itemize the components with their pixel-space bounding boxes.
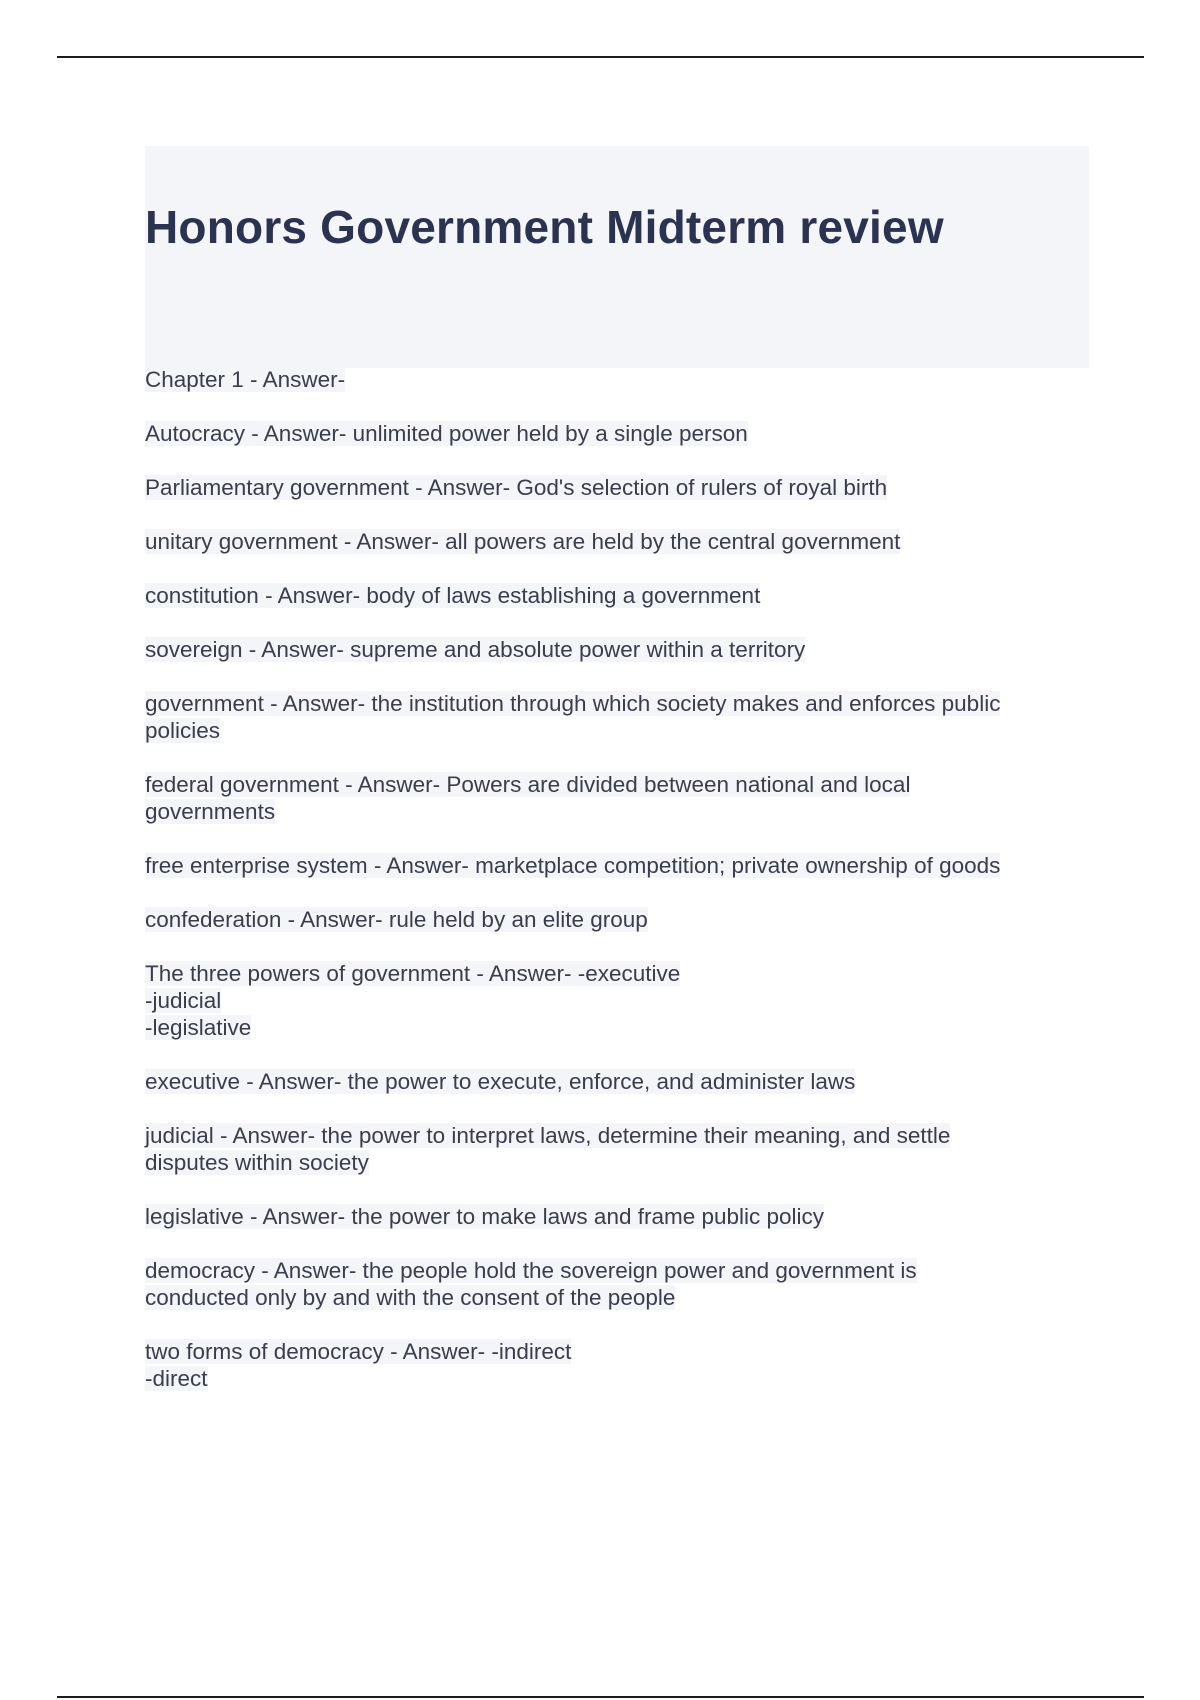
entry-13	[145, 1203, 1085, 1230]
entry-line: free enterprise system - Answer- marketplace competition; private ownership of goods	[145, 853, 1001, 878]
entry-line: federal government - Answer- Powers are divided between national and local	[145, 772, 911, 797]
entry-line: executive - Answer- the power to execute, enforce, and administer laws	[145, 1069, 856, 1094]
entry-line: -legislative	[145, 1015, 252, 1040]
entry-line: policies	[145, 718, 221, 743]
entry-line: confederation - Answer- rule held by an elite group	[145, 907, 648, 932]
entry-line: constitution - Answer- body of laws establishing a government	[145, 583, 761, 608]
entry-5	[145, 636, 1085, 663]
entry-9	[145, 906, 1085, 933]
entry-6	[145, 690, 1085, 744]
entry-14	[145, 1257, 1085, 1311]
entry-line: conducted only by and with the consent of the people	[145, 1285, 676, 1310]
bottom-rule	[57, 1696, 1144, 1698]
title-block	[145, 146, 1089, 368]
entry-line: The three powers of government - Answer- -executive	[145, 961, 681, 986]
top-rule	[57, 56, 1144, 58]
entry-10	[145, 960, 1085, 1041]
entry-7	[145, 771, 1085, 825]
entry-line: judicial - Answer- the power to interpret laws, determine their meaning, and settle	[145, 1123, 951, 1148]
entry-line: -judicial	[145, 988, 222, 1013]
entry-line: sovereign - Answer- supreme and absolute power within a territory	[145, 637, 806, 662]
entry-line: democracy - Answer- the people hold the sovereign power and government is	[145, 1258, 917, 1283]
entry-line: two forms of democracy - Answer- -indirect	[145, 1339, 572, 1364]
entry-line: Chapter 1 - Answer-	[145, 367, 346, 392]
entry-15	[145, 1338, 1085, 1392]
entry-8	[145, 852, 1085, 879]
entry-1	[145, 420, 1085, 447]
entry-11	[145, 1068, 1085, 1095]
entry-0	[145, 366, 1085, 393]
page-title: Honors Government Midterm review	[145, 201, 944, 253]
entry-4	[145, 582, 1085, 609]
entry-line: -direct	[145, 1366, 208, 1391]
entry-line: government - Answer- the institution through which society makes and enforces public	[145, 691, 1001, 716]
entry-line: Parliamentary government - Answer- God's selection of rulers of royal birth	[145, 475, 888, 500]
entry-line: governments	[145, 799, 276, 824]
entry-3	[145, 528, 1085, 555]
entries-list	[145, 366, 1085, 1419]
entry-line: disputes within society	[145, 1150, 369, 1175]
entry-2	[145, 474, 1085, 501]
entry-line: unitary government - Answer- all powers are held by the central government	[145, 529, 901, 554]
entry-line: Autocracy - Answer- unlimited power held by a single person	[145, 421, 748, 446]
entry-line: legislative - Answer- the power to make laws and frame public policy	[145, 1204, 825, 1229]
entry-12	[145, 1122, 1085, 1176]
